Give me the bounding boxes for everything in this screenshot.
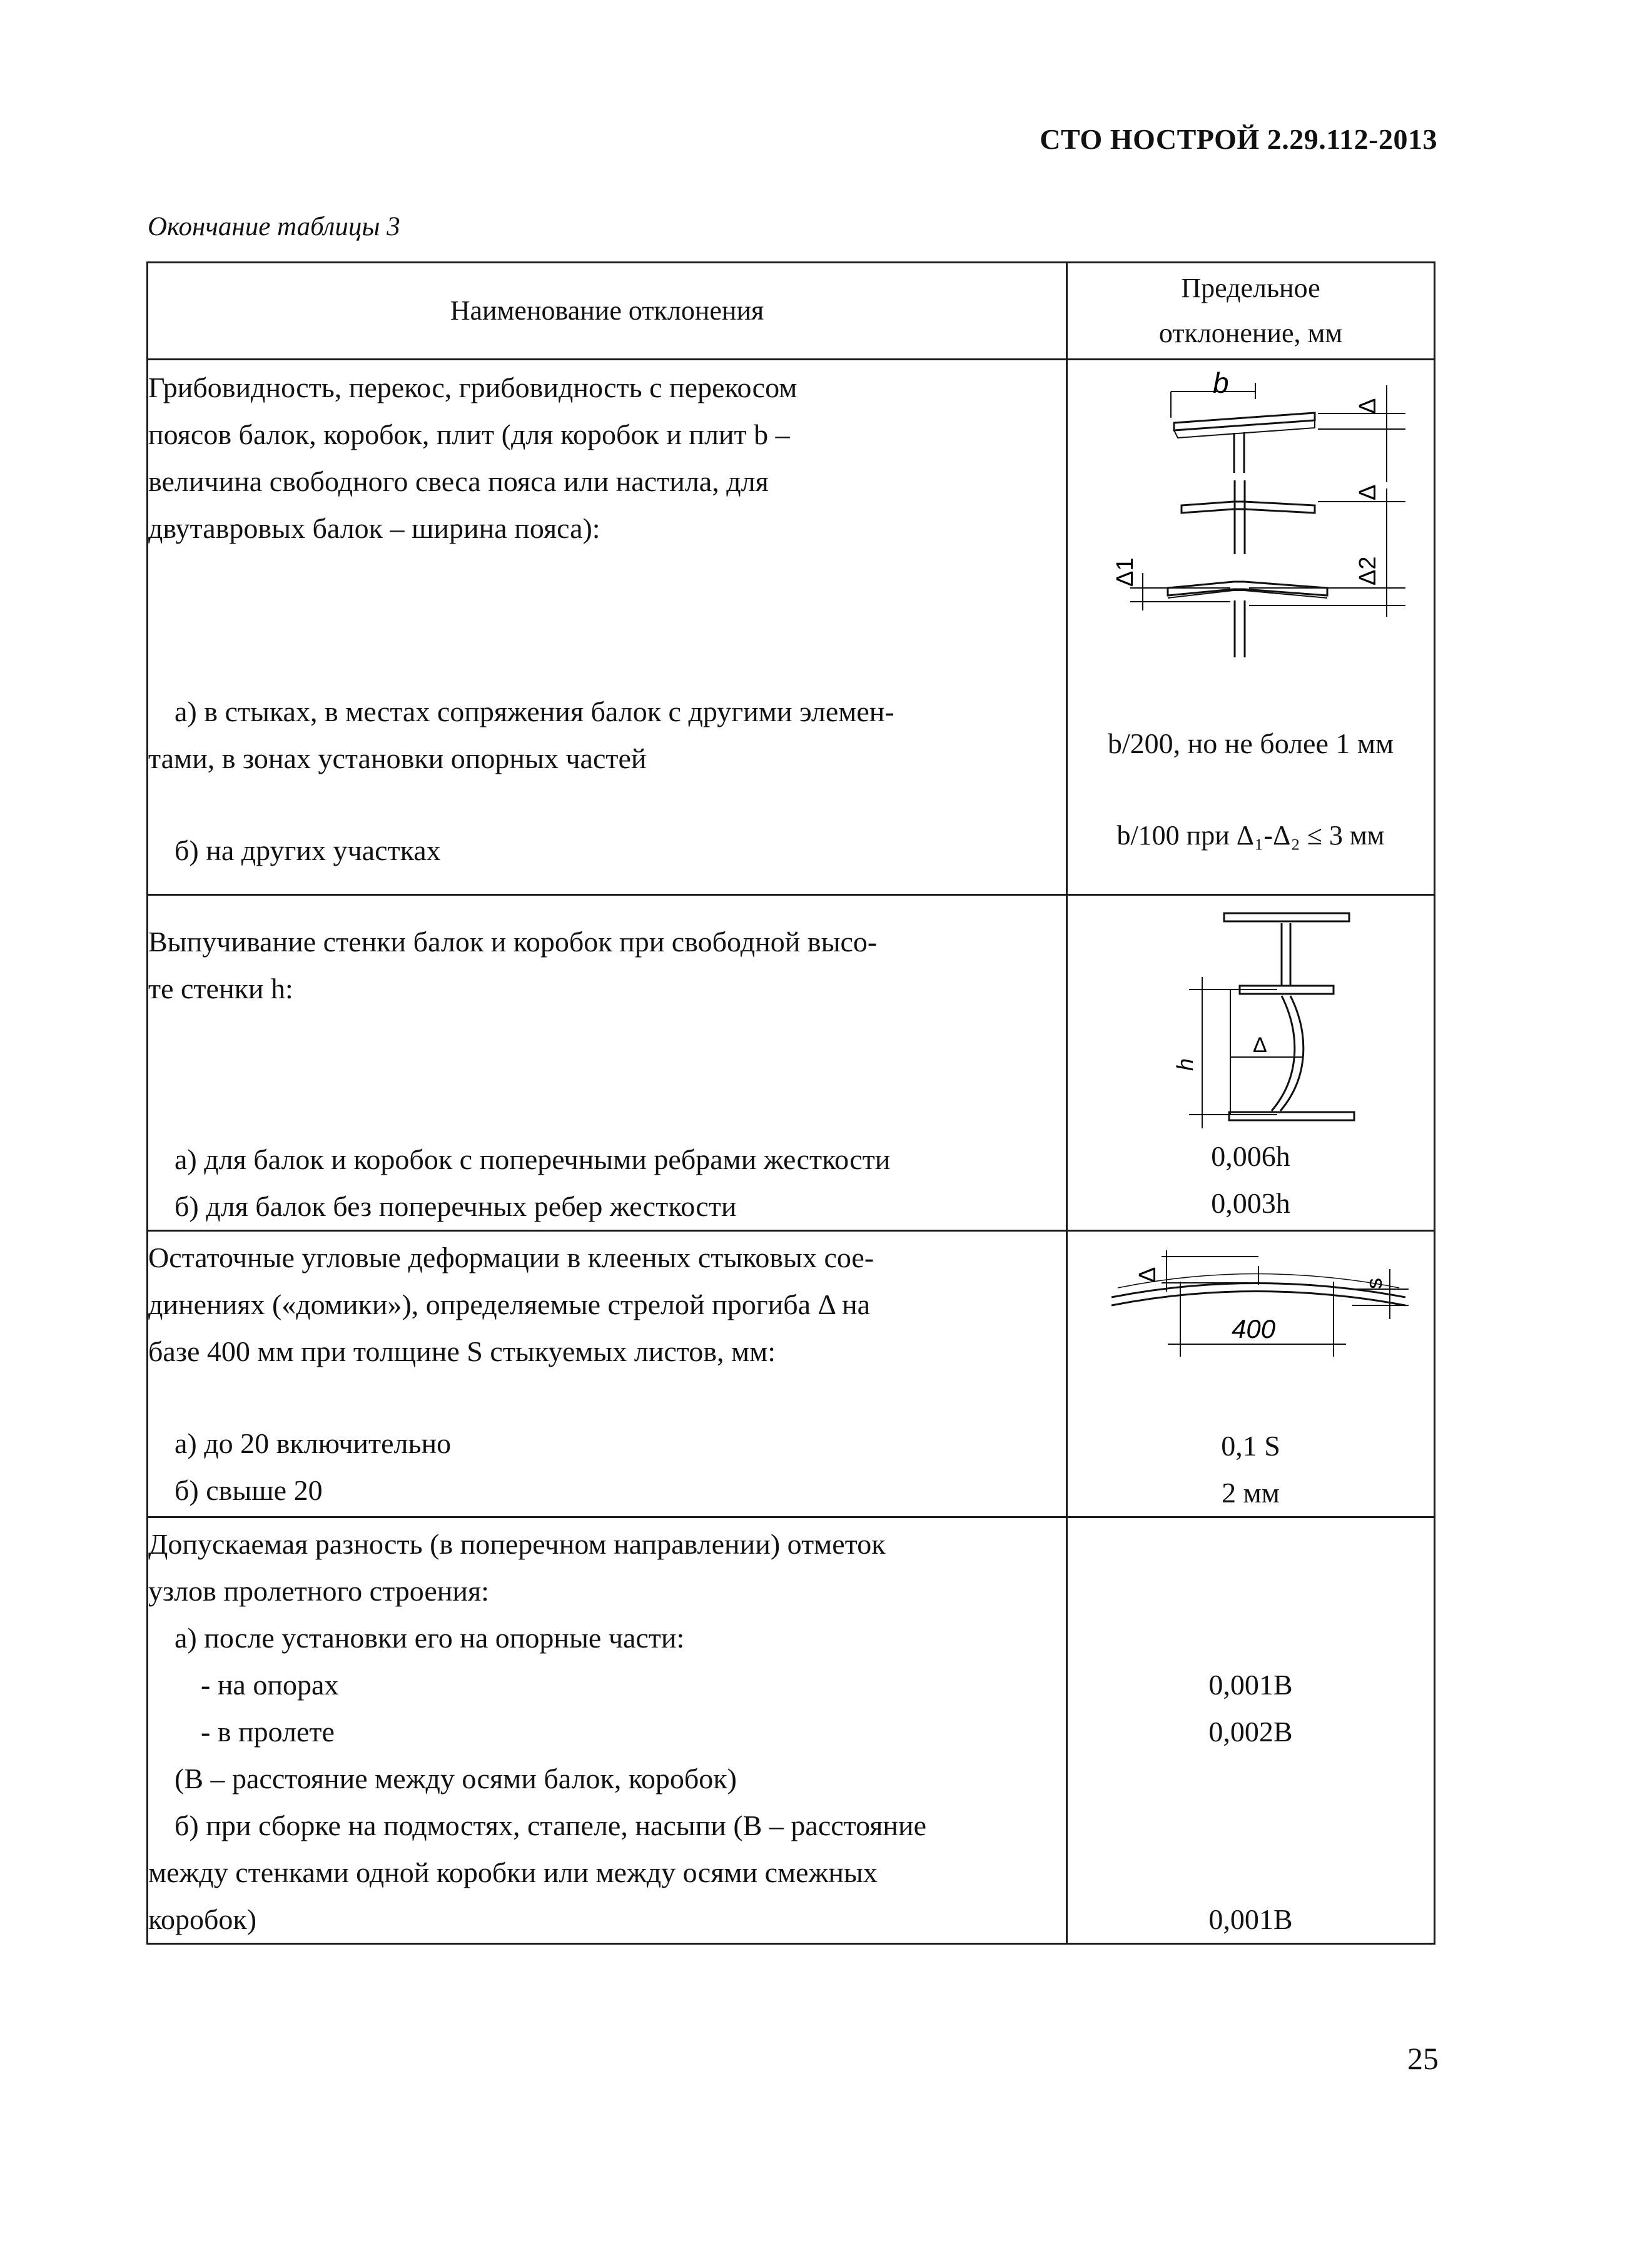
header-limit-line1: Предельное: [1181, 273, 1320, 303]
row4-line: - в пролете: [201, 1716, 335, 1748]
row3-title-line: Остаточные угловые деформации в клееных стыковых сое-: [148, 1242, 874, 1273]
row3-item-b-value: 2 мм: [1222, 1477, 1280, 1509]
row4-line: узлов пролетного строения:: [148, 1575, 489, 1607]
row2-title-line: те стенки h:: [148, 973, 293, 1005]
header-limit-line2: отклонение, мм: [1158, 318, 1343, 348]
row3-description: [148, 1231, 1067, 1517]
row2-title-line: Выпучивание стенки балок и коробок при свободной высо-: [148, 926, 878, 958]
fig-label-s: s: [1361, 1278, 1387, 1289]
row3-values: [1067, 1231, 1435, 1517]
table-row: [148, 1517, 1435, 1944]
header-limit-deviation: [1067, 263, 1435, 360]
row4-value-span: 0,002B: [1208, 1716, 1293, 1748]
fig-label-delta2: Δ2: [1355, 556, 1381, 585]
angular-deformation-diagram: [1068, 1232, 1435, 1419]
row1-description: [148, 360, 1067, 895]
row4-description: [148, 1517, 1067, 1944]
row1-title-line: поясов балок, коробок, плит (для коробок и плит b –: [148, 418, 790, 450]
row4-line: - на опорах: [201, 1669, 339, 1701]
row1-title-line: величина свободного свеса пояса или настила, для: [148, 465, 769, 497]
table-row: [148, 895, 1435, 1231]
row1-item-b-value: b/100 при Δ₁-Δ₂ ≤ 3 мм: [1116, 820, 1385, 851]
row4-value-supports: 0,001B: [1208, 1669, 1293, 1701]
row4-line: б) при сборке на подмостях, стапеле, насыпи (B – расстояние: [175, 1810, 927, 1841]
row4-line: Допускаемая разность (в поперечном направлении) отметок: [148, 1528, 886, 1560]
fig-label-h: h: [1172, 1058, 1198, 1071]
row1-values: [1067, 360, 1435, 895]
table-header-row: [148, 263, 1435, 360]
row3-title-line: базе 400 мм при толщине S стыкуемых листов, мм:: [148, 1335, 776, 1367]
fig-label-delta: Δ: [1253, 1033, 1267, 1057]
fig-label-delta: Δ: [1355, 484, 1381, 500]
web-bulging-diagram: [1068, 896, 1435, 1130]
row2-item-a-value: 0,006h: [1211, 1140, 1290, 1172]
row4-values: [1067, 1517, 1435, 1944]
row3-item-b-line: б) свыше 20: [175, 1474, 323, 1506]
row4-line: а) после установки его на опорные части:: [175, 1622, 685, 1654]
row2-item-b-line: б) для балок без поперечных ребер жесткости: [175, 1190, 737, 1222]
row1-title-line: двутавровых балок – ширина пояса):: [148, 512, 600, 544]
deviations-table: [146, 261, 1435, 1945]
row2-item-b-value: 0,003h: [1211, 1187, 1290, 1219]
page-number: 25: [1407, 2041, 1439, 2076]
row1-title-line: Грибовидность, перекос, грибовидность с перекосом: [148, 372, 797, 403]
row4-line: между стенками одной коробки или между осями смежных: [148, 1856, 878, 1888]
row1-item-a-line: а) в стыках, в местах сопряжения балок с другими элемен-: [175, 696, 894, 727]
row1-item-a-line: тами, в зонах установки опорных частей: [148, 742, 647, 774]
table-row: [148, 1231, 1435, 1517]
row3-item-a-line: а) до 20 включительно: [175, 1427, 452, 1459]
row4-value-assembly: 0,001B: [1208, 1903, 1293, 1935]
table-row: [148, 360, 1435, 895]
row1-item-a-value: b/200, но не более 1 мм: [1107, 727, 1394, 759]
row4-line: (B – расстояние между осями балок, коробок): [175, 1763, 737, 1795]
mushrooming-diagram: [1068, 360, 1435, 673]
fig-label-delta: Δ: [1355, 398, 1381, 414]
row3-title-line: динениях («домики»), определяемые стрелой прогиба Δ на: [148, 1288, 871, 1320]
fig-label-delta: Δ: [1135, 1267, 1161, 1283]
fig-label-base: 400: [1232, 1314, 1276, 1344]
row2-values: [1067, 895, 1435, 1231]
header-deviation-name-text: Наименование отклонения: [450, 295, 764, 326]
fig-label-b: b: [1213, 367, 1229, 399]
row4-line: коробок): [148, 1903, 257, 1935]
row2-description: [148, 895, 1067, 1231]
document-code: СТО НОСТРОЙ 2.29.112-2013: [1040, 123, 1437, 155]
row3-item-a-value: 0,1 S: [1221, 1430, 1280, 1462]
table-caption: Окончание таблицы 3: [148, 212, 400, 241]
header-deviation-name: [148, 263, 1067, 360]
fig-label-delta1: Δ1: [1112, 557, 1138, 587]
row2-item-a-line: а) для балок и коробок с поперечными ребрами жесткости: [175, 1143, 891, 1175]
row1-item-b-line: б) на других участках: [175, 834, 441, 866]
